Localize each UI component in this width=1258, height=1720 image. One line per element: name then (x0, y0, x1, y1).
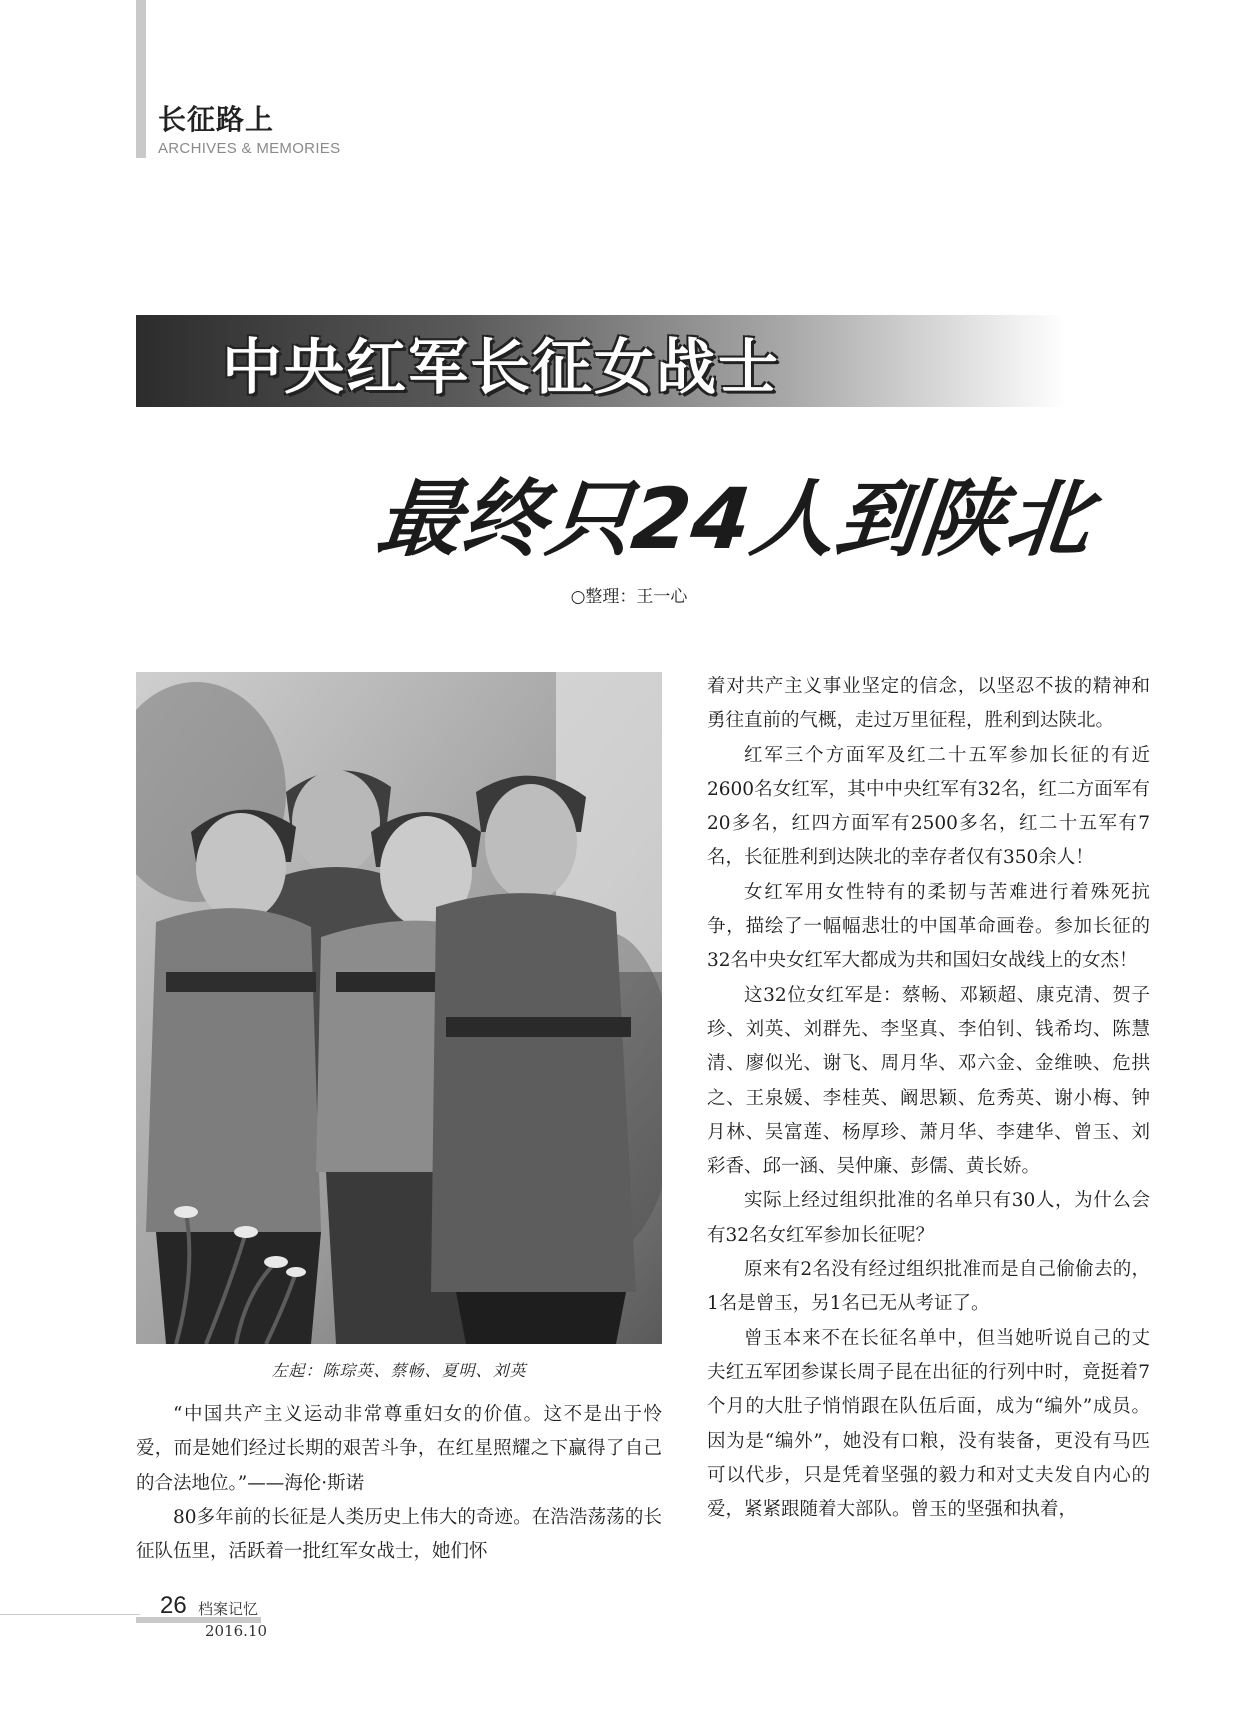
article-title-line1: 中央红军长征女战士 (222, 333, 780, 403)
article-title-line2: 最终只24人到陕北 (372, 470, 1097, 568)
historical-photo (136, 672, 662, 1344)
right-paragraph-4: 实际上经过组织批准的名单只有30人，为什么会有32名女红军参加长征呢？ (707, 1190, 1150, 1246)
right-paragraph-1: 红军三个方面军及红二十五军参加长征的有近2600名女红军，其中中央红军有32名，红二方面军有20多名，红四方面军有2500多名，红二十五军有7名，长征胜利到达陕北的幸存者仅有350余人！ (707, 744, 1150, 869)
photo-caption: 左起：陈琮英、蔡畅、夏明、刘英 (271, 1361, 527, 1380)
right-paragraph-continued: 着对共产主义事业坚定的信念，以坚忍不拔的精神和勇往直前的气概，走过万里征程，胜利到达陕北。 (707, 676, 1150, 732)
left-paragraph-2: 80多年前的长征是人类历史上伟大的奇迹。在浩浩荡荡的长征队伍里，活跃着一批红军女战士，她们怀 (136, 1506, 662, 1563)
right-column (707, 670, 1150, 1527)
footer-rule (0, 1614, 140, 1615)
photo-illustration (136, 672, 662, 1344)
header-accent-bar (136, 0, 146, 158)
right-paragraph-2: 女红军用女性特有的柔韧与苦难进行着殊死抗争，描绘了一幅幅悲壮的中国革命画卷。参加长征的32名中央女红军大都成为共和国妇女战线上的女杰！ (707, 881, 1150, 972)
section-subtitle: ARCHIVES & MEMORIES (158, 140, 341, 157)
article-byline: ○整理：王一心 (570, 587, 688, 607)
page-number: 26 (160, 1592, 187, 1619)
right-paragraph-6: 曾玉本来不在长征名单中，但当她听说自己的丈夫红五军团参谋长周子昆在出征的行列中时，竟挺着7个月的大肚子悄悄跟在队伍后面，成为“编外”成员。因为是“编外”，她没有口粮，没有装备，更没有马匹可以代步，只是凭着坚强的毅力和对丈夫发自内心的爱，紧紧跟随着大部队。曾玉的坚强和执着， (707, 1327, 1150, 1521)
right-paragraph-3: 这32位女红军是：蔡畅、邓颖超、康克清、贺子珍、刘英、刘群先、李坚真、李伯钊、钱希均、陈慧清、廖似光、谢飞、周月华、邓六金、金维映、危拱之、王泉媛、李桂英、阚思颖、危秀英、谢小梅、钟月林、吴富莲、杨厚珍、萧月华、李建华、曾玉、刘彩香、邱一涵、吴仲廉、彭儒、黄长娇。 (707, 984, 1150, 1178)
magazine-name: 档案记忆 (198, 1600, 259, 1618)
left-paragraph-1: “中国共产主义运动非常尊重妇女的价值。这不是出于怜爱，而是她们经过长期的艰苦斗争，在红星照耀之下赢得了自己的合法地位。”——海伦·斯诺 (136, 1404, 662, 1494)
right-paragraph-5: 原来有2名没有经过组织批准而是自己偷偷去的，1名是曾玉，另1名已无从考证了。 (707, 1259, 1150, 1315)
issue-date: 2016.10 (205, 1622, 268, 1640)
left-column (136, 1398, 662, 1569)
section-title: 长征路上 (158, 103, 275, 136)
